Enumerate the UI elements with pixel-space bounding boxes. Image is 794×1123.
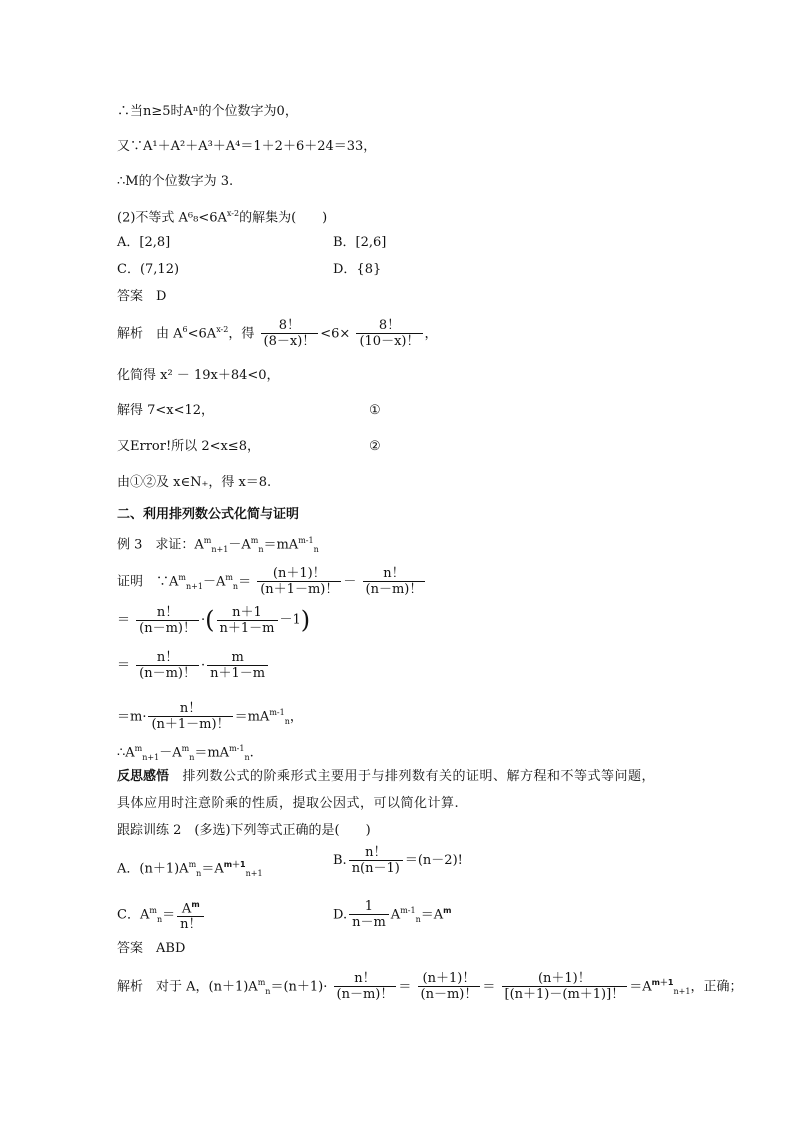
ex3-sub-3: n [313, 544, 319, 554]
marker-2: ② [369, 439, 381, 454]
ex3-sub-1: n+1 [211, 544, 229, 554]
fraction-numerator: 8！ [261, 318, 319, 334]
fraction-numerator: n！ [136, 605, 199, 621]
line-3: ∴M的个位数字为 3. [117, 174, 234, 189]
proof-ma-sub: n [284, 716, 290, 726]
fraction-numerator: (n＋1)！ [257, 566, 341, 582]
proof-line-1 [117, 562, 427, 603]
fraction-numerator: (n＋1)！ [502, 971, 628, 987]
fraction-denominator: (n－m)！ [139, 620, 196, 636]
option-d: D．{8} [333, 262, 382, 277]
fraction-denominator: n＋1－m [219, 620, 275, 636]
reflection-title: 反思感悟 [117, 769, 170, 784]
fraction-n-factorial-3 [136, 650, 199, 681]
proof-sup-1: m [178, 573, 186, 582]
fraction-denominator: (10－x)！ [359, 334, 420, 350]
sol2-sub: n [265, 986, 271, 996]
fraction-n1-factorial [257, 566, 341, 597]
proof-sub-1: n+1 [185, 581, 203, 591]
track-a-sub: n [196, 868, 202, 878]
proof-eq-2: ＝ [117, 612, 131, 628]
fraction-denominator: (n＋1－m)！ [151, 717, 230, 733]
sol2-end: ＝A [629, 979, 652, 995]
sol2-tail: ，正确； [690, 979, 743, 995]
fraction-a-over-nf [177, 897, 204, 932]
proof-minus-1: －1 [279, 612, 301, 628]
fraction-nf-over-nmf [334, 971, 397, 1002]
solution-2 [117, 967, 742, 1008]
sol2-eq-2: ＝ [398, 979, 412, 995]
option-b: B．[2,6] [333, 235, 387, 250]
solution-mid: <6A [187, 326, 217, 342]
option-a: A．[2,8] [117, 235, 171, 250]
simplify-line: 化简得 x² － 19x＋84<0， [117, 368, 280, 383]
proof-ma-sup: m-1 [269, 708, 285, 717]
right-paren: ) [300, 606, 311, 634]
therefore-sup-1: m [134, 744, 143, 753]
therefore-c: ＝mA [194, 745, 230, 761]
fraction-numerator: n＋1 [217, 605, 278, 621]
fraction-denominator: (n－m)！ [420, 987, 478, 1003]
track-c-eq: ＝ [162, 907, 176, 923]
track-d-sub: n [415, 914, 421, 924]
proof-sub-2: n [232, 581, 239, 591]
question-2-tail: 的解集为( ) [239, 210, 328, 226]
fraction-n-factorial-2 [136, 605, 199, 636]
track-option-b [333, 845, 463, 877]
therefore-sub-3: n [244, 752, 250, 762]
solution-sup-x2: x-2 [216, 325, 229, 334]
therefore-line [117, 741, 254, 766]
track-a-sub-2: n+1 [245, 868, 263, 878]
track-b-eq: ＝(n－2)! [404, 853, 463, 868]
fraction-n-over-n1m-factorial [148, 701, 232, 732]
conclusion-line: 由①②及 x∈N₊，得 x＝8. [117, 475, 272, 490]
line-1: ∴当n≥5时Aⁿ的个位数字为0， [117, 104, 298, 119]
fraction-denominator: (n＋1－m)！ [260, 582, 339, 598]
proof-eq: ＝ [238, 574, 252, 590]
track-c-sub: n [156, 914, 163, 924]
therefore-sup-3: m-1 [229, 744, 245, 753]
fraction-numerator: n！ [136, 650, 199, 666]
question-2-sup: x-2 [226, 209, 240, 218]
fraction-n1f-over-nmf [418, 971, 481, 1002]
reflection-text-1: 排列数公式的阶乘形式主要用于与排列数有关的证明、解方程和不等式等问题， [169, 769, 656, 784]
proof-line-3 [117, 650, 270, 682]
marker-1: ① [369, 403, 381, 418]
fraction-denominator: n(n－1) [351, 861, 400, 876]
section-2-heading: 二、利用排列数公式化简与证明 [117, 507, 300, 522]
proof-eq-ma: ＝mA [234, 709, 270, 725]
track-b-lead: B. [333, 853, 347, 868]
proof-eq-3: ＝ [117, 658, 131, 673]
therefore-sup-2: m [181, 744, 190, 753]
sol2-lead: 解析 对于 A，(n＋1)A [117, 979, 258, 995]
fraction-1-over-nm [349, 899, 389, 930]
fraction-n1-over-n1m [217, 605, 278, 636]
reflection-line-2: 具体应用时注意阶乘的性质，提取公因式，可以简化计算. [117, 796, 460, 811]
fraction-numerator: n！ [334, 971, 397, 987]
ex3-sup-3: m-1 [298, 536, 314, 545]
fraction-m-over-n1m [207, 650, 268, 681]
track-d-a: A [390, 907, 401, 923]
proof-dot: · [201, 612, 206, 628]
therefore-lead: ∴A [117, 745, 135, 761]
solution-get: ，得 [228, 326, 255, 342]
solve-line: 解得 7<x<12， [117, 403, 215, 418]
also-line: 又Error!所以 2<x≤8， [117, 439, 260, 454]
proof-minus: － [343, 574, 357, 590]
fraction-n-factorial [363, 566, 426, 597]
track-a-sup-2: m＋1 [223, 860, 246, 869]
fraction-numerator: n！ [363, 566, 426, 582]
left-paren: ( [205, 606, 215, 634]
track-option-a [117, 857, 263, 882]
fraction-8-over-10mx [356, 318, 422, 349]
example-3 [117, 533, 319, 558]
sol2-end-sub: n+1 [673, 986, 691, 996]
track-d-lead: D. [333, 907, 348, 923]
fraction-denominator: (n－m)！ [365, 582, 423, 598]
answer-2: 答案 ABD [117, 941, 186, 956]
proof-line-4 [117, 697, 303, 738]
fraction-denominator: [(n＋1)－(m＋1)]！ [504, 987, 625, 1003]
track-c-sup: m [149, 906, 157, 915]
solution-lead: 解析 由 A [117, 326, 183, 342]
fraction-numerator: 8！ [356, 318, 422, 334]
fraction-8-over-8mx [261, 318, 319, 349]
ex3-b: －A [228, 537, 251, 553]
track-option-c [117, 895, 206, 936]
therefore-sub-1: n+1 [142, 752, 160, 762]
fraction-denominator: (n－m)！ [139, 666, 196, 681]
fraction-numerator: n！ [349, 845, 403, 861]
solution-lt: <6× [320, 326, 351, 342]
solution-1 [117, 314, 438, 350]
proof-dot-2: · [201, 658, 206, 673]
fraction-denominator: n！ [180, 917, 202, 933]
fraction-denominator: (n－m)！ [336, 987, 394, 1003]
ex3-sup-1: m [203, 536, 212, 545]
line-2: 又∵A¹＋A²＋A³＋A⁴＝1＋2＋6＋24＝33， [117, 139, 377, 154]
fraction-a: A [181, 901, 192, 917]
fraction-denominator: n－m [352, 915, 386, 931]
sol2-eq-3: ＝ [482, 979, 496, 995]
solution-end: ， [424, 326, 438, 342]
ex3-sub-2: n [258, 544, 264, 554]
sol2-end-sup: m＋1 [651, 978, 674, 987]
track-d-eq: ＝A [420, 907, 444, 923]
fraction-n1f-over-diff [502, 971, 628, 1002]
fraction-numerator [177, 897, 204, 917]
tracking-exercise: 跟踪训练 2 (多选)下列等式正确的是( ) [117, 823, 371, 838]
ex3-lead: 例 3 求证：A [117, 537, 204, 553]
fraction-numerator: n！ [148, 701, 232, 717]
therefore-sub-2: n [189, 752, 195, 762]
option-c: C．(7,12) [117, 262, 180, 277]
track-c-lead: C．A [117, 907, 150, 923]
proof-b: －A [202, 574, 226, 590]
track-d-sup-2: m [443, 906, 452, 915]
ex3-c: ＝mA [263, 537, 299, 553]
fraction-denominator: (8－x)！ [263, 334, 316, 350]
fraction-numerator: (n＋1)！ [418, 971, 481, 987]
track-a-eq: ＝A [201, 861, 224, 877]
track-a-lead: A．(n＋1)A [117, 861, 189, 877]
solution-sup-6: 6 [182, 325, 188, 334]
answer-1: 答案 D [117, 289, 167, 304]
fraction-a-sup: m [191, 900, 200, 910]
sol2-sup: m [257, 978, 266, 987]
question-2 [117, 206, 327, 226]
proof-sup-2: m [225, 573, 233, 582]
ex3-sup-2: m [250, 536, 259, 545]
question-2-lead: (2)不等式 A⁶₈<6A [117, 210, 227, 226]
track-a-sup: m [188, 860, 197, 869]
fraction-denominator: n＋1－m [210, 666, 266, 681]
therefore-b: －A [159, 745, 182, 761]
track-option-d [333, 895, 451, 936]
fraction-numerator: m [207, 650, 268, 666]
proof-comma: ， [289, 709, 303, 725]
proof-eqm: ＝m· [117, 709, 147, 725]
sol2-eq: ＝(n＋1)· [270, 979, 328, 995]
reflection-line-1 [117, 769, 655, 785]
therefore-period: . [249, 745, 254, 761]
proof-lead: 证明 ∵A [117, 574, 179, 590]
proof-line-2 [117, 604, 310, 637]
fraction-nf-over-nn1 [349, 845, 403, 876]
fraction-numerator: 1 [349, 899, 389, 915]
track-d-sup: m-1 [400, 906, 416, 915]
